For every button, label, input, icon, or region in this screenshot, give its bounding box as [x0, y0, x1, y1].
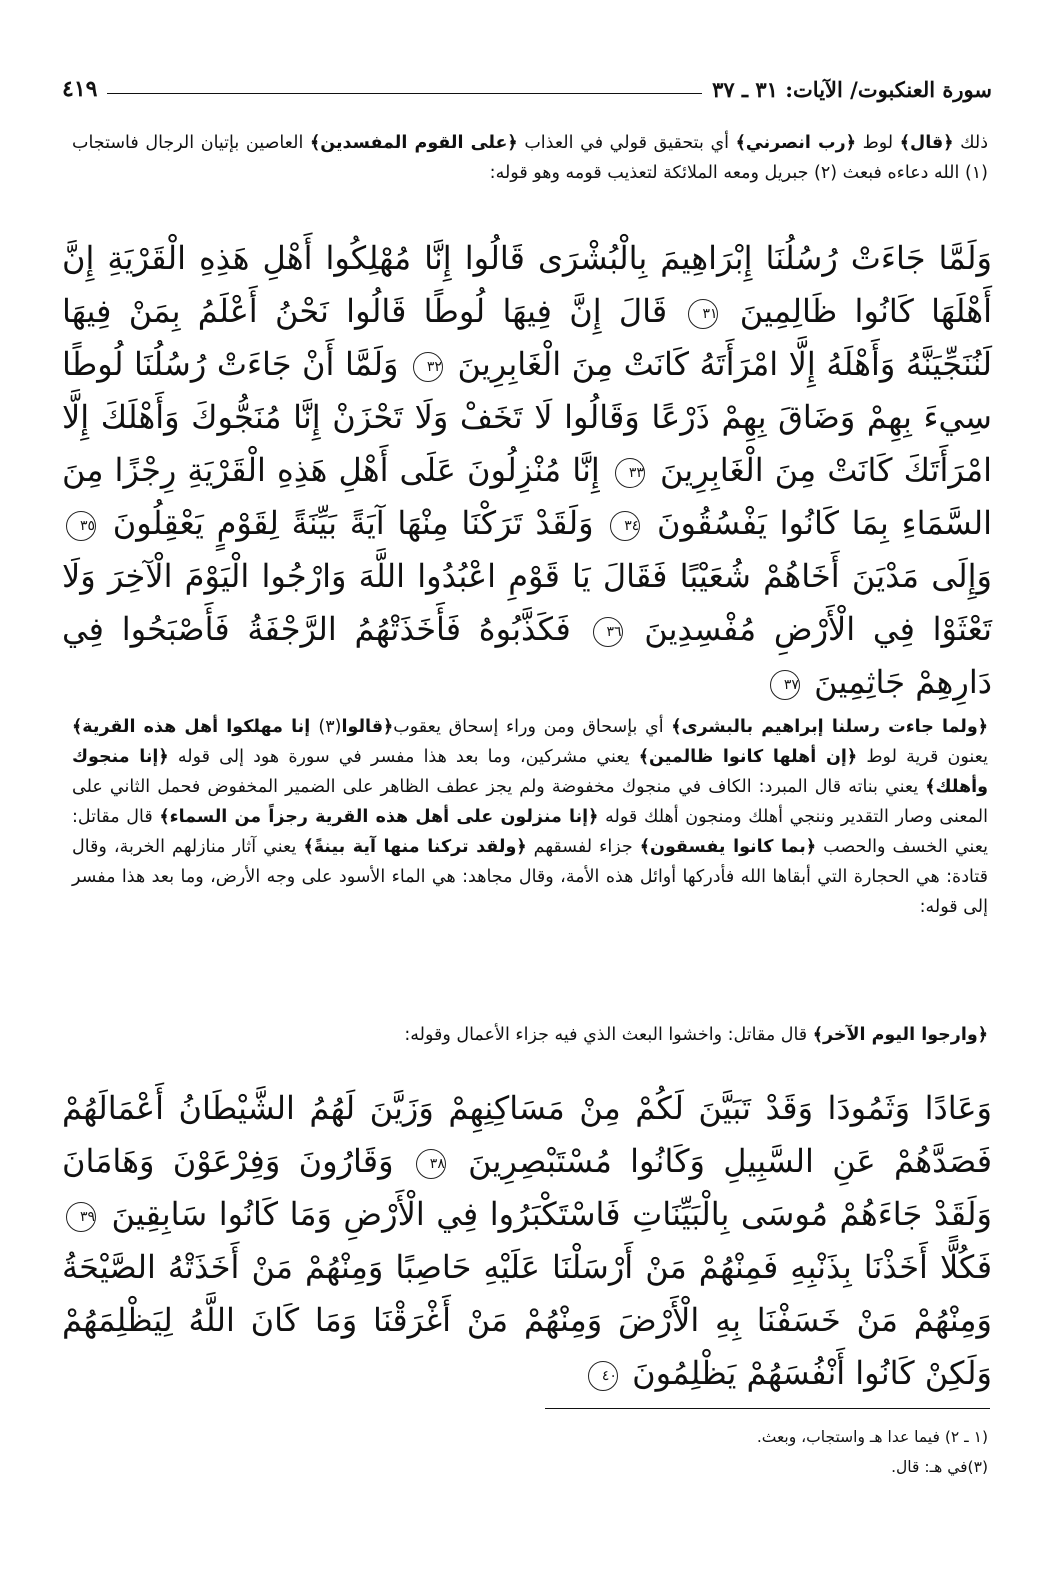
text-segment: قال مقاتل: واخشوا البعث الذي فيه جزاء الأعمال وقوله:	[404, 1025, 813, 1045]
text-segment: جبريل ومعه الملائكة لتعذيب قومه وهو قوله:	[489, 163, 815, 183]
verse-text: قَالَ إِنَّ فِيهَا لُوطًا قَالُوا نَحْنُ أَعْلَمُ بِمَنْ فِيهَا لَنُنَجِّيَنَّهُ وَأَهْلَهُ إِلَّا امْرَأَتَهُ كَانَتْ مِنَ الْغَابِرِينَ	[62, 292, 993, 383]
footnote-2: (٣)في هـ: قال.	[891, 1458, 988, 1476]
text-segment: يعنون قرية لوط	[857, 747, 988, 767]
text-segment: أي بتحقيق قولي في العذاب	[517, 133, 736, 153]
verse-number-marker: ٣٣	[615, 458, 645, 488]
bold-quote-segment: ﴿وارجوا اليوم الآخر﴾	[812, 1025, 988, 1045]
verse-text: إِنَّا مُنْزِلُونَ عَلَى أَهْلِ هَذِهِ الْقَرْيَةِ رِجْزًا مِنَ السَّمَاءِ بِمَا كَانُوا يَفْسُقُونَ	[62, 451, 993, 542]
footnotes	[72, 1422, 988, 1482]
text-segment: العاصين بإتيان الرجال فاستجاب	[72, 133, 310, 153]
verse-text: وَلَقَدْ تَرَكْنَا مِنْهَا آيَةً بَيِّنَةً لِقَوْمٍ يَعْقِلُونَ	[112, 504, 594, 542]
bold-quote-segment: ﴿على القوم المفسدين﴾	[309, 133, 518, 153]
verse-number-marker: ٣٤	[610, 511, 640, 541]
text-segment: لوط	[855, 133, 900, 153]
bold-quote-segment: إنا مهلكوا أهل هذه القرية﴾	[72, 717, 319, 737]
verse-number-marker: ٣٥	[66, 511, 96, 541]
text-segment: الله دعاءه فبعث	[837, 163, 965, 183]
bold-quote-segment: ﴿قال﴾	[899, 133, 954, 153]
bold-quote-segment: ﴿بما كانوا يفسقون﴾	[639, 837, 817, 857]
bold-quote-segment: ﴿ولما جاءت رسلنا إبراهيم بالبشرى﴾	[671, 717, 988, 737]
bold-quote-segment: ﴿إنا منجوك وأهلك﴾	[72, 747, 988, 797]
quran-block-1	[62, 232, 992, 709]
text-segment: ذلك	[953, 133, 989, 153]
verse-number-marker: ٣٨	[416, 1149, 446, 1179]
verse-text: وَقَارُونَ وَفِرْعَوْنَ وَهَامَانَ وَلَقَدْ جَاءَهُمْ مُوسَى بِالْبَيِّنَاتِ فَاسْتَكْبَرُوا فِي الْأَرْضِ وَمَا كَانُوا سَابِقِينَ	[62, 1142, 993, 1233]
text-segment: جزاء لفسقهم	[526, 837, 640, 857]
quran-block-2	[62, 1082, 992, 1400]
footnote-1: (١ ـ ٢) فيما عدا هـ واستجاب، وبعث.	[756, 1428, 988, 1446]
verse-number-marker: ٣٩	[66, 1202, 96, 1232]
verse-number-marker: ٣٢	[413, 352, 443, 382]
text-segment: (٢)	[814, 163, 838, 183]
header-rule	[107, 93, 702, 94]
text-segment: (٣)	[318, 717, 342, 737]
verse-number-marker: ٣١	[688, 299, 718, 329]
tafsir-paragraph-2	[72, 1020, 988, 1050]
footnote-rule	[545, 1408, 990, 1409]
verse-text: فَكَذَّبُوهُ فَأَخَذَتْهُمُ الرَّجْفَةُ فَأَصْبَحُوا فِي دَارِهِمْ جَاثِمِينَ	[62, 610, 992, 701]
page-number: ٤١٩	[62, 76, 98, 102]
bold-quote-segment: ﴿قالوا	[341, 717, 394, 737]
verse-text: وَلَمَّا جَاءَتْ رُسُلُنَا إِبْرَاهِيمَ بِالْبُشْرَى قَالُوا إِنَّا مُهْلِكُوا أَهْلِ هَذِهِ الْقَرْيَةِ إِنَّ أَهْلَهَا كَانُوا ظَالِمِينَ	[62, 239, 993, 330]
running-header	[62, 66, 992, 102]
text-segment: يعني بناته قال المبرد: الكاف في منجوك مخفوضة ولم يجز عطف الظاهر على الضمير المخفوض فحمل الثاني على المعنى وصار التقدير وننجي أهلك ومنجون أهلك قوله	[72, 777, 988, 827]
bold-quote-segment: ﴿إنا منزلون على أهل هذه القرية رجزاً من السماء﴾	[159, 807, 599, 827]
verse-number-marker: ٣٧	[770, 670, 800, 700]
verse-text: وَعَادًا وَثَمُودَا وَقَدْ تَبَيَّنَ لَكُمْ مِنْ مَسَاكِنِهِمْ وَزَيَّنَ لَهُمُ الشَّيْطَانُ أَعْمَالَهُمْ فَصَدَّهُمْ عَنِ السَّبِيلِ وَكَانُوا مُسْتَبْصِرِينَ	[62, 1089, 993, 1180]
bold-quote-segment: ﴿رب انصرني﴾	[735, 133, 856, 153]
verse-text: وَإِلَى مَدْيَنَ أَخَاهُمْ شُعَيْبًا فَقَالَ يَا قَوْمِ اعْبُدُوا اللَّهَ وَارْجُوا الْيَوْمَ الْآخِرَ وَلَا تَعْثَوْا فِي الْأَرْضِ مُفْسِدِينَ	[62, 557, 993, 648]
verse-number-marker: ٤٠	[588, 1361, 618, 1391]
bold-quote-segment: ﴿ولقد تركنا منها آية بينةً﴾	[303, 837, 527, 857]
text-segment: يعني آثار منازلهم الخربة، وقال قتادة: هي الحجارة التي أبقاها الله فأدركها أوائل هذه الأمة، وقال مجاهد: هي الماء الأسود على وجه الأرض، وما بعد هذا مفسر إلى قوله:	[72, 837, 988, 917]
verse-text: وَلَمَّا أَنْ جَاءَتْ رُسُلُنَا لُوطًا سِيءَ بِهِمْ وَضَاقَ بِهِمْ ذَرْعًا وَقَالُوا لَا تَخَفْ وَلَا تَحْزَنْ إِنَّا مُنَجُّوكَ وَأَهْلَكَ إِلَّا امْرَأَتَكَ كَانَتْ مِنَ الْغَابِرِينَ	[62, 345, 993, 489]
text-segment: (١)	[964, 163, 988, 183]
text-segment: يعني مشركين، وما بعد هذا مفسر في سورة هود إلى قوله	[168, 747, 639, 767]
verse-number-marker: ٣٦	[593, 617, 623, 647]
verse-text: فَكُلًّا أَخَذْنَا بِذَنْبِهِ فَمِنْهُمْ مَنْ أَرْسَلْنَا عَلَيْهِ حَاصِبًا وَمِنْهُمْ مَنْ أَخَذَتْهُ الصَّيْحَةُ وَمِنْهُمْ مَنْ خَسَفْنَا بِهِ الْأَرْضَ وَمِنْهُمْ مَنْ أَغْرَقْنَا وَمَا كَانَ اللَّهُ لِيَظْلِمَهُمْ وَلَكِنْ كَانُوا أَنْفُسَهُمْ يَظْلِمُونَ	[62, 1248, 993, 1392]
text-segment: قال مقاتل: يعني الخسف والحصب	[72, 807, 989, 857]
text-segment: أي بإسحاق ومن وراء إسحاق يعقوب	[393, 717, 672, 737]
surah-title: سورة العنكبوت/ الآيات: ٣١ ـ ٣٧	[712, 77, 992, 102]
intro-commentary	[72, 128, 988, 188]
bold-quote-segment: ﴿إن أهلها كانوا ظالمين﴾	[638, 747, 858, 767]
tafsir-paragraph-1	[72, 712, 988, 922]
